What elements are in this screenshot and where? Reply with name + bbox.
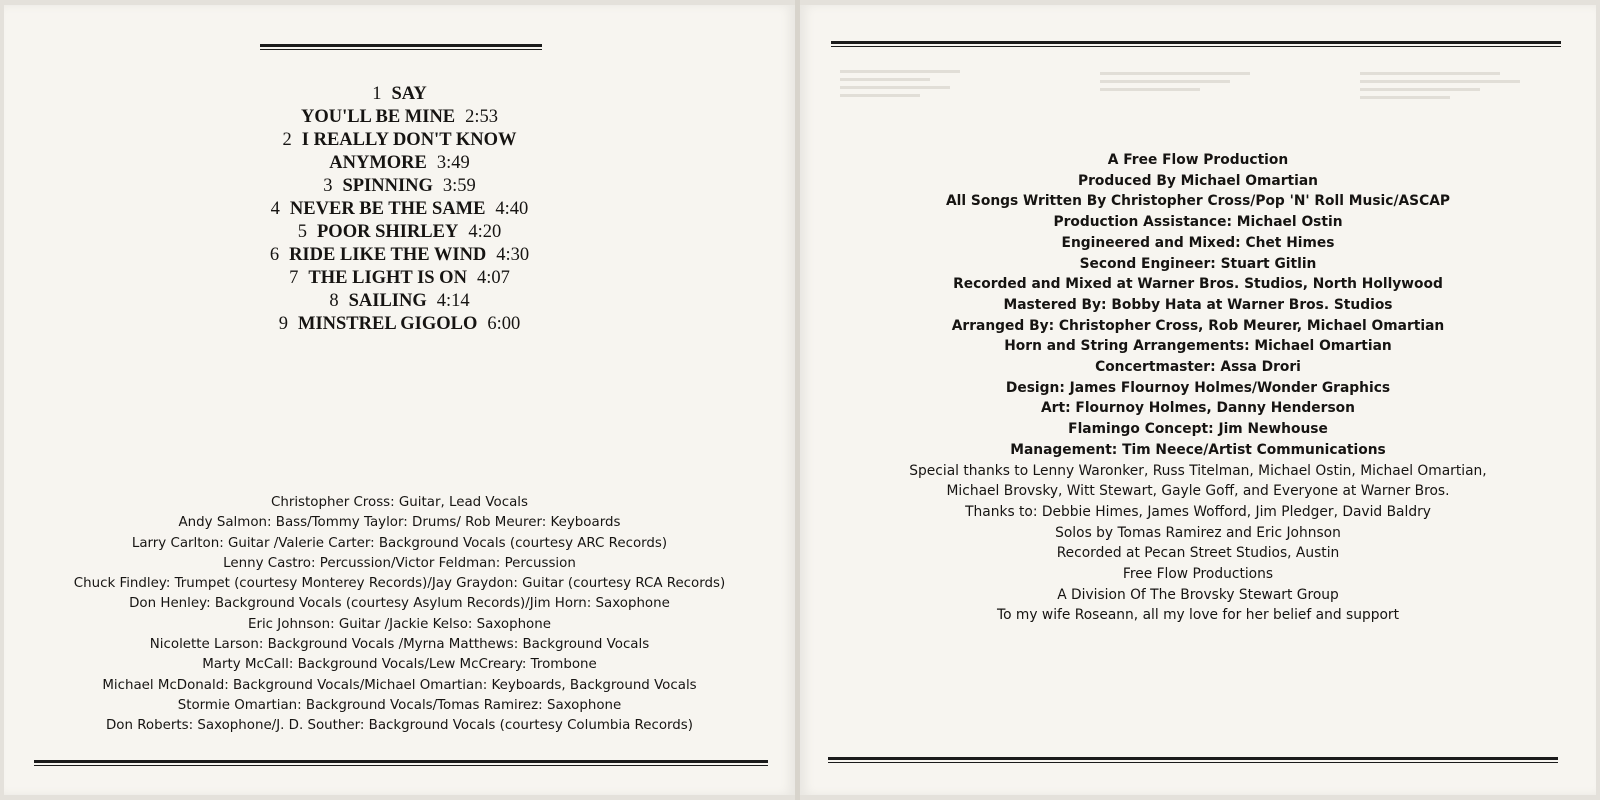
production-credit-line: Concertmaster: Assa Drori bbox=[1095, 359, 1301, 376]
production-credit-line: Production Assistance: Michael Ostin bbox=[1053, 214, 1343, 231]
musician-credit-line: Nicolette Larson: Background Vocals /Myrna Matthews: Background Vocals bbox=[149, 637, 650, 653]
track-row: YOU'LL BE MINE 2:53 bbox=[300, 107, 499, 127]
track-row: 9 MINSTREL GIGOLO 6:00 bbox=[278, 314, 521, 334]
musician-credit-line: Andy Salmon: Bass/Tommy Taylor: Drums/ Rob Meurer: Keyboards bbox=[178, 515, 621, 531]
production-credit-line: All Songs Written By Christopher Cross/Pop 'N' Roll Music/ASCAP bbox=[945, 193, 1451, 210]
show-through-texture bbox=[1360, 67, 1540, 104]
track-row: ANYMORE 3:49 bbox=[329, 153, 470, 173]
thanks-line: Recorded at Pecan Street Studios, Austin bbox=[1056, 545, 1340, 562]
musician-credit-line: Larry Carlton: Guitar /Valerie Carter: Background Vocals (courtesy ARC Records) bbox=[131, 535, 668, 551]
track-row: 6 RIDE LIKE THE WIND 4:30 bbox=[269, 245, 530, 265]
production-credit-line: Arranged By: Christopher Cross, Rob Meurer, Michael Omartian bbox=[951, 317, 1445, 334]
thanks-line: Michael Brovsky, Witt Stewart, Gayle Goff, and Everyone at Warner Bros. bbox=[946, 483, 1450, 500]
top-rule-right bbox=[831, 41, 1561, 47]
production-credit-line: Management: Tim Neece/Artist Communications bbox=[1010, 441, 1386, 458]
production-credits bbox=[800, 150, 1596, 626]
musician-credits bbox=[4, 493, 795, 737]
musician-credit-line: Michael McDonald: Background Vocals/Michael Omartian: Keyboards, Background Vocals bbox=[102, 677, 697, 693]
tracklist bbox=[4, 83, 795, 336]
production-credit-line: Mastered By: Bobby Hata at Warner Bros. Studios bbox=[1003, 296, 1393, 313]
production-credit-line: Produced By Michael Omartian bbox=[1078, 172, 1318, 189]
thanks-line: To my wife Roseann, all my love for her belief and support bbox=[997, 607, 1399, 624]
track-row: 4 NEVER BE THE SAME 4:40 bbox=[270, 199, 529, 219]
bottom-rule-right bbox=[828, 757, 1558, 763]
thanks-line: Special thanks to Lenny Waronker, Russ Titelman, Michael Ostin, Michael Omartian, bbox=[909, 462, 1487, 479]
top-rule-left bbox=[260, 44, 542, 50]
musician-credit-line: Lenny Castro: Percussion/Victor Feldman: Percussion bbox=[223, 555, 576, 571]
production-credit-line: Recorded and Mixed at Warner Bros. Studios, North Hollywood bbox=[953, 276, 1443, 293]
production-credit-line: A Free Flow Production bbox=[1107, 152, 1289, 168]
thanks-line: Free Flow Productions bbox=[1122, 566, 1274, 583]
thanks-line: Solos by Tomas Ramirez and Eric Johnson bbox=[1055, 524, 1341, 541]
left-page bbox=[4, 5, 795, 795]
track-row: 7 THE LIGHT IS ON 4:07 bbox=[289, 268, 510, 288]
bottom-rule-left bbox=[34, 760, 768, 766]
musician-credit-line: Eric Johnson: Guitar /Jackie Kelso: Saxophone bbox=[248, 616, 551, 632]
production-credit-line: Flamingo Concept: Jim Newhouse bbox=[1068, 421, 1328, 438]
production-credit-line: Art: Flournoy Holmes, Danny Henderson bbox=[1041, 400, 1355, 417]
production-credit-line: Horn and String Arrangements: Michael Omartian bbox=[1004, 338, 1392, 355]
right-page bbox=[800, 5, 1596, 795]
production-credit-line: Second Engineer: Stuart Gitlin bbox=[1079, 255, 1317, 272]
production-credit-line: Design: James Flournoy Holmes/Wonder Graphics bbox=[1005, 379, 1391, 396]
musician-credit-line: Stormie Omartian: Background Vocals/Tomas Ramirez: Saxophone bbox=[177, 697, 622, 713]
musician-credit-line: Marty McCall: Background Vocals/Lew McCreary: Trombone bbox=[202, 657, 597, 673]
track-row: 5 POOR SHIRLEY 4:20 bbox=[297, 222, 502, 242]
track-row: 8 SAILING 4:14 bbox=[329, 291, 470, 311]
track-row: 1 SAY bbox=[372, 84, 427, 104]
musician-credit-line: Don Henley: Background Vocals (courtesy Asylum Records)/Jim Horn: Saxophone bbox=[129, 596, 670, 612]
thanks-line: A Division Of The Brovsky Stewart Group bbox=[1057, 586, 1339, 603]
track-row: 3 SPINNING 3:59 bbox=[323, 176, 476, 196]
track-row: 2 I REALLY DON'T KNOW bbox=[282, 130, 517, 150]
musician-credit-line: Don Roberts: Saxophone/J. D. Souther: Background Vocals (courtesy Columbia Records) bbox=[105, 718, 694, 734]
show-through-texture bbox=[840, 65, 990, 102]
thanks-line: Thanks to: Debbie Himes, James Wofford, Jim Pledger, David Baldry bbox=[965, 503, 1431, 520]
musician-credit-line: Chuck Findley: Trumpet (courtesy Monterey Records)/Jay Graydon: Guitar (courtesy RCA Records) bbox=[73, 576, 726, 592]
musician-credit-line: Christopher Cross: Guitar, Lead Vocals bbox=[270, 495, 528, 510]
production-credit-line: Engineered and Mixed: Chet Himes bbox=[1061, 234, 1335, 251]
show-through-texture bbox=[1100, 67, 1280, 96]
